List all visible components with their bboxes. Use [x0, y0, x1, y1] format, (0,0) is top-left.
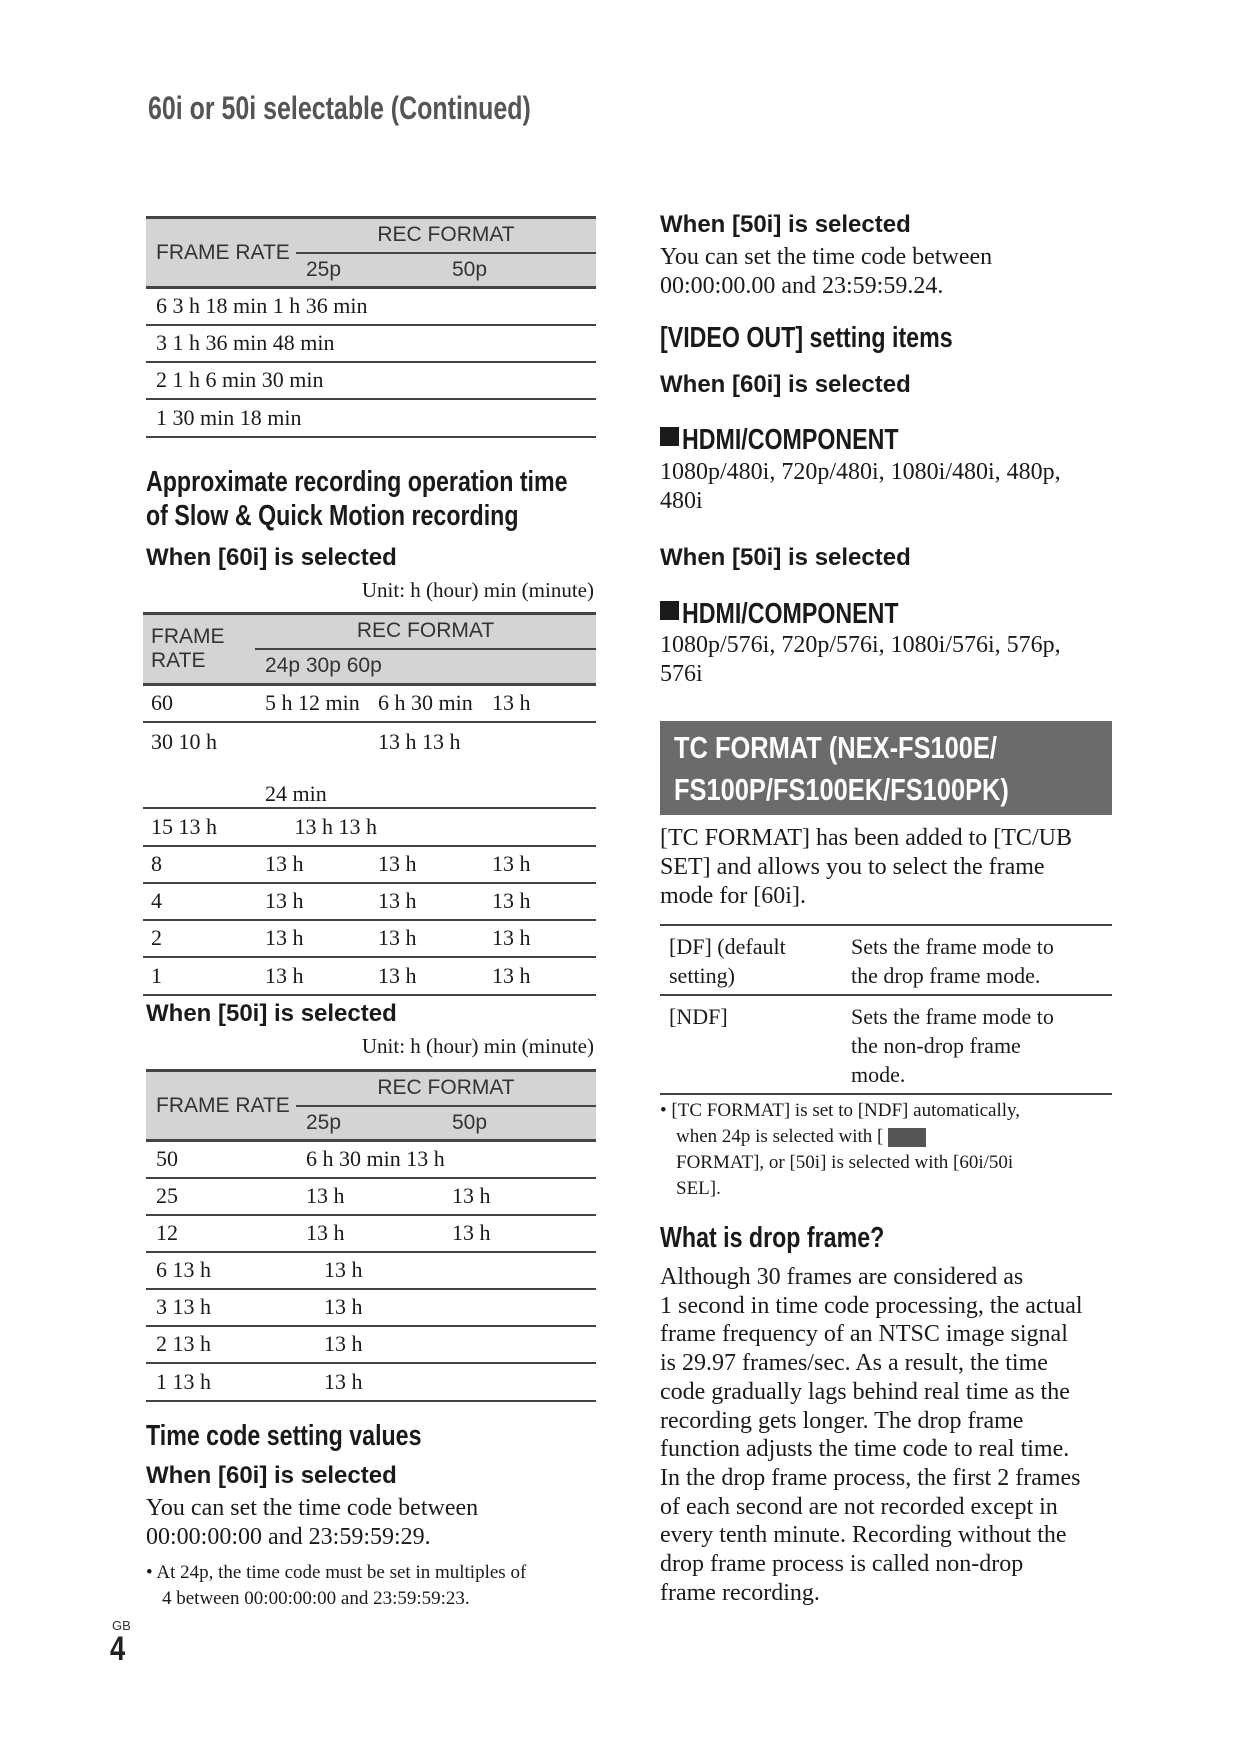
col-25p: 25p: [296, 1106, 446, 1141]
table-row: 1 30 min 18 min: [146, 399, 596, 437]
paragraph-line: frame recording.: [660, 1579, 820, 1606]
table-row: 3 1 h 36 min 48 min: [146, 325, 596, 362]
col-25p: 25p: [296, 253, 446, 288]
cell: 13 h: [255, 920, 368, 957]
tc-format-banner: [660, 721, 1112, 815]
hdmi-label: HDMI/COMPONENT: [682, 424, 899, 456]
option-cell: [660, 995, 842, 1094]
paragraph-line: In the drop frame process, the first 2 frames: [660, 1464, 1081, 1491]
slow-quick-60i-table: [143, 612, 596, 996]
paragraph-line: 1 second in time code processing, the actual: [660, 1292, 1083, 1319]
timecode-60i-line1: You can set the time code between: [146, 1495, 479, 1521]
timecode-60i-line2: 00:00:00:00 and 23:59:59:29.: [146, 1524, 431, 1550]
cell: 60: [143, 685, 255, 722]
col-frame-rate: FRAME RATE: [146, 1071, 296, 1141]
timecode-note-line1: • At 24p, the time code must be set in multiples of: [146, 1562, 527, 1583]
timecode-note-line2: 4 between 00:00:00:00 and 23:59:59:23.: [162, 1588, 470, 1609]
hdmi-heading-50i: [660, 598, 953, 631]
sub-50i-videoout: When [50i] is selected: [660, 544, 911, 571]
cell: 13 h: [482, 957, 596, 995]
cell: 13 h: [368, 883, 482, 920]
cell: 6 h 30 min 13 h: [296, 1141, 596, 1178]
paragraph-line: is 29.97 frames/sec. As a result, the time: [660, 1350, 1048, 1377]
col-frame-rate: [143, 614, 255, 685]
tc-note-line2-text: when 24p is selected with [: [676, 1126, 884, 1147]
video-out-heading: [VIDEO OUT] setting items: [660, 322, 953, 354]
col-frame: FRAME: [151, 625, 225, 648]
cell: 13 h: [368, 957, 482, 995]
cell: 13 h: [296, 1178, 446, 1215]
cell: [143, 808, 596, 846]
paragraph-line: recording gets longer. The drop frame: [660, 1407, 1024, 1434]
cell: 12: [146, 1215, 296, 1252]
option-line1: [DF] (default: [669, 934, 786, 959]
hdmi-60i-values-line2: 480i: [660, 488, 703, 514]
col-50p: 50p: [446, 253, 596, 288]
cell: 13 h 13 h: [368, 722, 596, 808]
hdmi-label: HDMI/COMPONENT: [682, 598, 899, 630]
paragraph-line: of each second are not recorded except in: [660, 1493, 1058, 1520]
tc-note-line3: FORMAT], or [50i] is selected with [60i/50i: [676, 1152, 1014, 1173]
cell: 13 h: [482, 920, 596, 957]
cell-second: 13 h 13 h: [294, 813, 377, 839]
tc-note-line4: SEL].: [676, 1178, 721, 1199]
square-bullet-icon: [660, 427, 679, 446]
cell: 13 h: [482, 883, 596, 920]
slow-quick-heading-line2: of Slow & Quick Motion recording: [146, 500, 519, 532]
paragraph-line: frame frequency of an NTSC image signal: [660, 1321, 1068, 1348]
slow-quick-50i-table: [146, 1069, 596, 1402]
cell: 25: [146, 1178, 296, 1215]
desc-line1: Sets the frame mode to: [851, 1004, 1054, 1029]
table-row: [660, 925, 1112, 995]
cell: 13 h: [368, 846, 482, 883]
desc-line1: Sets the frame mode to: [851, 934, 1054, 959]
cell: 13 h: [296, 1326, 596, 1363]
cell: 13 h: [255, 846, 368, 883]
timecode-heading: Time code setting values: [146, 1420, 422, 1452]
col-formats: 24p 30p 60p: [255, 649, 596, 685]
desc-line2: the drop frame mode.: [851, 963, 1041, 988]
timecode-50i-line1: You can set the time code between: [660, 244, 993, 270]
paragraph-line: every tenth minute. Recording without the: [660, 1522, 1067, 1549]
col-rec-format: REC FORMAT: [296, 1071, 596, 1106]
page-region-label: GB: [112, 1618, 131, 1633]
sub-60i-videoout: When [60i] is selected: [660, 371, 911, 398]
option-line2: setting): [669, 963, 735, 988]
page-title: 60i or 50i selectable (Continued): [148, 90, 531, 126]
cell: 13 h: [255, 883, 368, 920]
cell: 4: [143, 883, 255, 920]
cell: [255, 722, 368, 808]
tc-intro-line1: [TC FORMAT] has been added to [TC/UB: [660, 825, 1072, 851]
tc-intro-line2: SET] and allows you to select the frame: [660, 854, 1045, 880]
cell: 13 h: [296, 1289, 596, 1326]
page-number: 4: [110, 1630, 126, 1668]
sub-60i-timecode: When [60i] is selected: [146, 1462, 397, 1489]
cell: 13 h: [446, 1178, 596, 1215]
timecode-50i-line2: 00:00:00.00 and 23:59:59.24.: [660, 273, 944, 299]
hdmi-60i-values-line1: 1080p/480i, 720p/480i, 1080i/480i, 480p,: [660, 459, 1061, 485]
col-rec-format: REC FORMAT: [296, 218, 596, 253]
rec-format-icon: [888, 1128, 926, 1147]
sub-50i-timecode: When [50i] is selected: [660, 211, 911, 238]
tc-note-line2: [676, 1124, 926, 1149]
cell: 2 13 h: [146, 1326, 296, 1363]
cell-24min: 24 min: [265, 780, 327, 806]
hdmi-50i-values-line1: 1080p/576i, 720p/576i, 1080i/576i, 576p,: [660, 632, 1061, 658]
cell: 3 13 h: [146, 1289, 296, 1326]
unit-label-50i: Unit: h (hour) min (minute): [361, 1034, 594, 1058]
cell-first: 15 13 h: [151, 813, 217, 839]
cell: 6 13 h: [146, 1252, 296, 1289]
tc-intro-line3: mode for [60i].: [660, 883, 806, 909]
desc-line3: mode.: [851, 1062, 906, 1087]
sub-60i-slow: When [60i] is selected: [146, 544, 397, 571]
cell: 13 h: [296, 1363, 596, 1401]
slow-quick-heading-line1: Approximate recording operation time: [146, 466, 568, 498]
paragraph-line: code gradually lags behind real time as the: [660, 1378, 1070, 1405]
cell: 13 h: [368, 920, 482, 957]
description-cell: [842, 995, 1112, 1094]
paragraph-line: Although 30 frames are considered as: [660, 1264, 1024, 1290]
cell: 13 h: [446, 1215, 596, 1252]
cell: 13 h: [482, 685, 596, 722]
col-rate: RATE: [151, 649, 206, 672]
tc-banner-line2: FS100P/FS100EK/FS100PK): [674, 772, 1009, 807]
option-cell: [660, 925, 842, 995]
cell: 13 h: [296, 1215, 446, 1252]
col-rec-format: REC FORMAT: [255, 614, 596, 649]
hdmi-50i-values-line2: 576i: [660, 661, 703, 687]
table-row: [660, 995, 1112, 1094]
continued-table: [146, 216, 596, 438]
tc-format-options-table: [660, 924, 1112, 1095]
cell: 13 h: [482, 846, 596, 883]
drop-frame-heading: What is drop frame?: [660, 1222, 885, 1254]
table-row: 2 1 h 6 min 30 min: [146, 362, 596, 399]
paragraph-line: function adjusts the time code to real time.: [660, 1436, 1070, 1463]
drop-frame-paragraph: [660, 1263, 1083, 1607]
description-cell: [842, 925, 1112, 995]
cell: 30 10 h: [143, 722, 255, 808]
cell: 1 13 h: [146, 1363, 296, 1401]
col-50p: 50p: [446, 1106, 596, 1141]
square-bullet-icon: [660, 601, 679, 620]
cell: 50: [146, 1141, 296, 1178]
cell: 13 h: [255, 957, 368, 995]
cell: 1: [143, 957, 255, 995]
cell: 2: [143, 920, 255, 957]
tc-banner-line1: TC FORMAT (NEX-FS100E/: [674, 730, 997, 765]
hdmi-heading-60i: [660, 424, 953, 457]
option-line1: [NDF]: [669, 1004, 728, 1029]
cell: 5 h 12 min: [255, 685, 368, 722]
cell: 13 h: [296, 1252, 596, 1289]
table-row: 6 3 h 18 min 1 h 36 min: [146, 288, 596, 325]
cell: 8: [143, 846, 255, 883]
col-frame-rate: FRAME RATE: [146, 218, 296, 288]
cell: 6 h 30 min: [368, 685, 482, 722]
sub-50i-slow: When [50i] is selected: [146, 1000, 397, 1027]
unit-label-60i: Unit: h (hour) min (minute): [361, 578, 594, 602]
paragraph-line: drop frame process is called non-drop: [660, 1551, 1024, 1578]
tc-note-line1: • [TC FORMAT] is set to [NDF] automatically,: [660, 1100, 1021, 1121]
desc-line2: the non-drop frame: [851, 1033, 1021, 1058]
